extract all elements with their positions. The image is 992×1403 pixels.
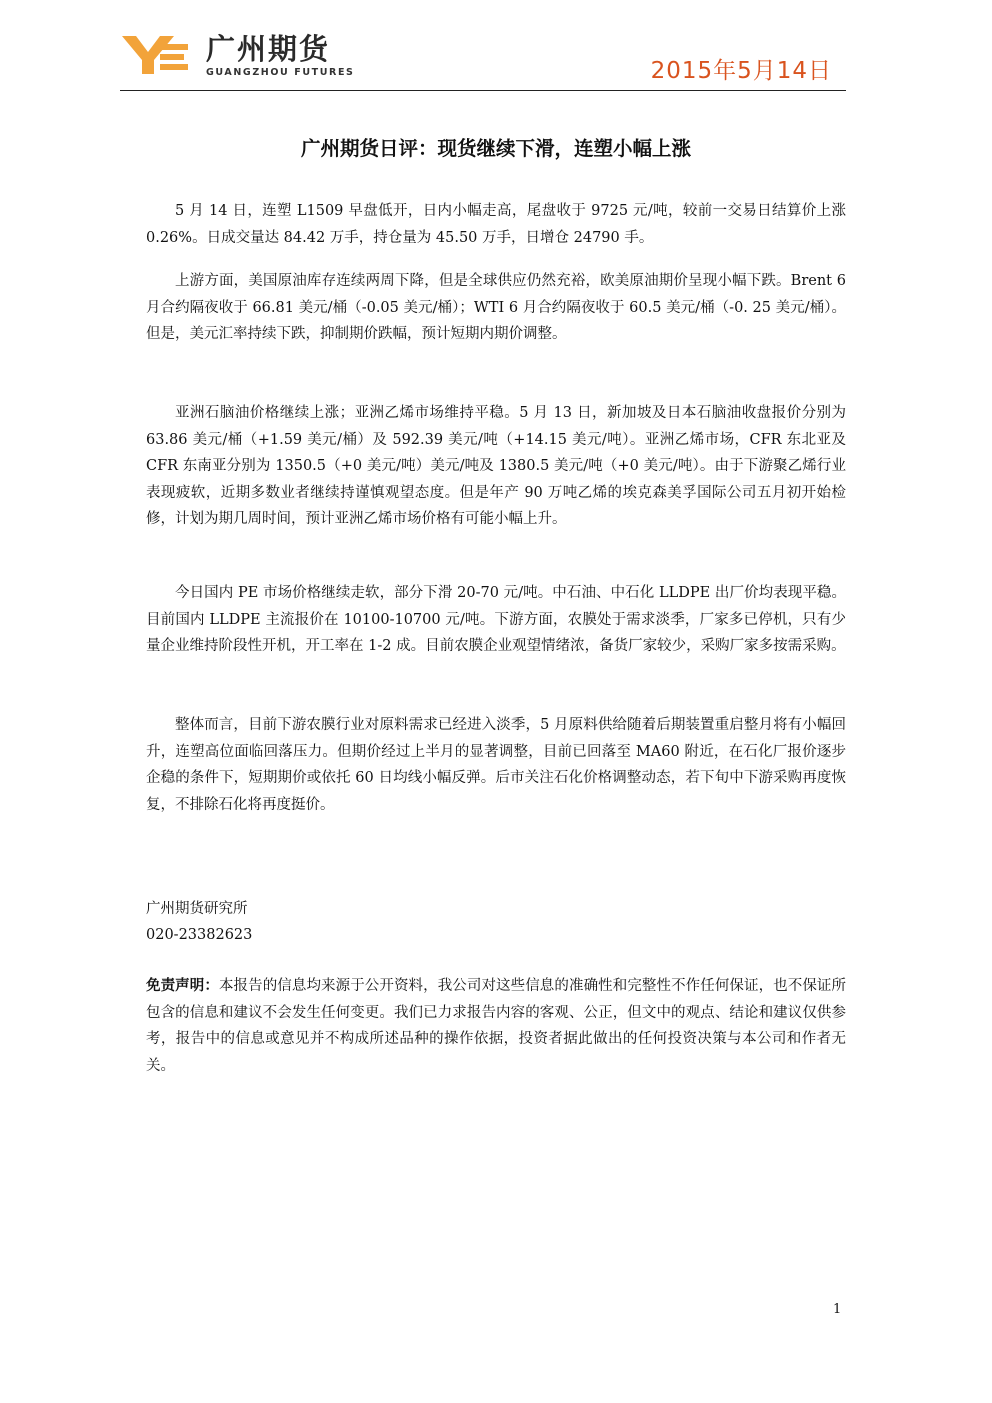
paragraph-naphtha-ethylene: 亚洲石脑油价格继续上涨；亚洲乙烯市场维持平稳。5 月 13 日，新加坡及日本石脑油收盘报价分别为 63.86 美元/桶（+1.59 美元/桶）及 592.39 美元/吨（+14.15 美元/吨）。亚洲乙烯市场，CFR 东北亚及 CFR 东南亚分别为 1350.5（+0 美元/吨）美元/吨及 1380.5 美元/吨（+0 美元/吨）。由于下游聚乙烯行业表现疲软，近期多数业者继续持谨慎观望态度。但是年产 90 万吨乙烯的埃克森美孚国际公司五月初开始检修，计划为期几周时间，预计亚洲乙烯市场价格有可能小幅上升。: [146, 405, 846, 527]
page-number: 1: [833, 1302, 842, 1317]
brand-name-en: GUANGZHOU FUTURES: [206, 67, 355, 78]
contact-org: 广州期货研究所: [146, 901, 248, 917]
disclaimer: [146, 973, 846, 1079]
report-date: 2015年5月14日: [650, 58, 832, 84]
paragraph-crude-oil: 上游方面，美国原油库存连续两周下降，但是全球供应仍然充裕，欧美原油期价呈现小幅下跌。Brent 6 月合约隔夜收于 66.81 美元/桶（-0.05 美元/桶）；WTI 6 月合约隔夜收于 60.5 美元/桶（-0. 25 美元/桶）。但是，美元汇率持续下跌，抑制期价跌幅，预计短期内期价调整。: [146, 273, 846, 342]
disclaimer-label: 免责声明：: [146, 978, 219, 994]
paragraph-market-summary: 5 月 14 日，连塑 L1509 早盘低开，日内小幅走高，尾盘收于 9725 元/吨，较前一交易日结算价上涨 0.26%。日成交量达 84.42 万手，持仓量为 45.50 万手，日增仓 24790 手。: [146, 203, 846, 246]
guangzhou-futures-logo: [120, 30, 190, 80]
paragraph-outlook: 整体而言，目前下游农膜行业对原料需求已经进入淡季，5 月原料供给随着后期装置重启整月将有小幅回升，连塑高位面临回落压力。但期价经过上半月的显著调整，目前已回落至 MA60 附近，在石化厂报价逐步企稳的条件下，短期期价或依托 60 日均线小幅反弹。后市关注石化价格调整动态，若下旬中下游采购再度恢复，不排除石化将再度挺价。: [146, 717, 846, 813]
report-title: 广州期货日评：现货继续下滑，连塑小幅上涨: [300, 137, 691, 160]
contact-phone: 020-23382623: [146, 927, 253, 943]
paragraph-domestic-pe: 今日国内 PE 市场价格继续走软，部分下滑 20-70 元/吨。中石油、中石化 LLDPE 出厂价均表现平稳。目前国内 LLDPE 主流报价在 10100-10700 元/吨。下游方面，农膜处于需求淡季，厂家多已停机，只有少量企业维持阶段性开机，开工率在 1-2 成。目前农膜企业观望情绪浓，备货厂家较少，采购厂家多按需采购。: [146, 585, 846, 654]
page-header: [120, 30, 846, 92]
disclaimer-text: 本报告的信息均来源于公开资料，我公司对这些信息的准确性和完整性不作任何保证，也不保证所包含的信息和建议不会发生任何变更。我们已力求报告内容的客观、公正，但文中的观点、结论和建议仅供参考，报告中的信息或意见并不构成所述品种的操作依据，投资者据此做出的任何投资决策与本公司和作者无关。: [146, 978, 847, 1074]
header-divider: [120, 90, 846, 91]
brand-name-cn: 广州期货: [206, 32, 331, 66]
